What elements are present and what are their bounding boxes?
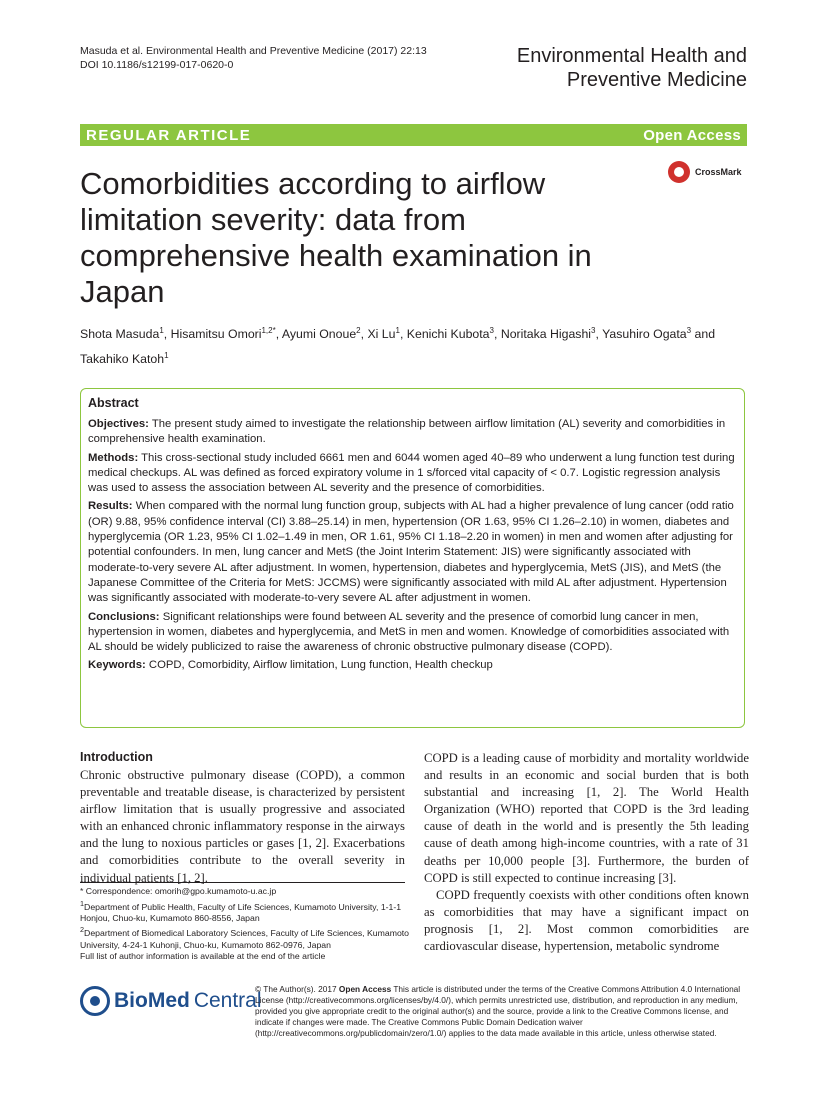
license-text: © The Author(s). 2017 Open Access This article is distributed under the terms of the Creative Commons Attribution 4.0 International License (http://creativecommons.org/licenses/by/4.0/), which permits unrestricted use, distribution, and reproduction in any medium, provided you give appropriate credit to the original author(s) and the source, provide a link to the Creative Commons license, and indicate if changes were made. The Creative Commons Public Domain Dedication waiver (http://creativecommons.org/publicdomain/zero/1.0/) applies to the data made available in this article, unless otherwise stated. xyxy=(255,984,741,1038)
intro-paragraph: COPD is a leading cause of morbidity and mortality worldwide and results in an economic and social burden that is both substantial and increasing [1, 2]. The World Health Organization (WHO) reported that COPD is the 3rd leading cause of death in the world and is presently the 5th leading cause of death among high-income countries, with a rate of 31 deaths per 10,000 people [3]. Furthermore, the burden of COPD is still expected to continue increasing [3]. xyxy=(424,751,749,885)
abstract-box xyxy=(80,388,745,728)
article-type-band xyxy=(80,124,747,146)
crossmark-label: CrossMark xyxy=(695,167,742,177)
intro-paragraph-left: Chronic obstructive pulmonary disease (COPD), a common preventable and treatable disease, is characterized by persistent airflow limitation that is usually progressive and associated with an enhanced chronic inflammatory response in the airways and the lung to noxious particles or gases [1, 2]. Exacerbations and comorbidities contribute to the overall severity in individual patients [1, 2]. xyxy=(80,768,405,885)
affiliation-1: $^1$Department of Public Health, Faculty of Life Sciences, Kumamoto University, 1-1-1 Honjou, Chuo-ku, Kumamoto 860-8556, Japan xyxy=(80,898,402,923)
abstract-keywords: Keywords: COPD, Comorbidity, Airflow limitation, Lung function, Health checkup xyxy=(88,659,493,672)
intro-paragraph: COPD frequently coexists with other conditions often known as comorbidities that may have a significant impact on prognosis [1, 2]. Most common comorbidities are cardiovascular disease, hypertension, metabolic syndrome xyxy=(424,887,749,954)
footnote-divider xyxy=(80,882,405,883)
author[interactable]: Yasuhiro Ogata$^3$ xyxy=(602,326,692,342)
journal-name xyxy=(517,44,747,92)
article-type: REGULAR ARTICLE xyxy=(86,126,252,144)
article-title: Comorbidities according to airflow limitation severity: data from comprehensive health examination in Japan xyxy=(80,166,592,309)
introduction-heading: Introduction xyxy=(80,750,153,764)
crossmark-button[interactable] xyxy=(668,160,758,184)
author[interactable]: Hisamitsu Omori$^{1,2*}$ xyxy=(170,326,276,342)
biomed-central-icon xyxy=(80,986,110,1016)
open-access-badge: Open Access xyxy=(643,126,741,144)
abstract-conclusions: Conclusions: Significant relationships were found between AL severity and the presence of comorbid lung cancer in men, hypertension in women, diabetes and hyperglycemia, and MetS in men and women. Knowledge of comorbidities associated with AL should be widely publicized to raise the awareness of chronic obstructive pulmonary disease (COPD). xyxy=(88,610,730,654)
author[interactable]: Noritaka Higashi$^3$ xyxy=(500,326,596,342)
intro-column-right xyxy=(424,750,749,955)
abstract-heading: Abstract xyxy=(88,396,139,410)
author[interactable]: Xi Lu$^1$ xyxy=(367,326,400,342)
doi-line: DOI 10.1186/s12199-017-0620-0 xyxy=(80,59,234,71)
correspondence-email[interactable]: * Correspondence: omorih@gpo.kumamoto-u.ac.jp xyxy=(80,886,277,896)
affiliation-2: $^2$Department of Biomedical Laboratory Sciences, Faculty of Life Sciences, Kumamoto University, 4-24-1 Kuhonji, Chuo-ku, Kumamoto 862-0976, Japan xyxy=(80,925,410,950)
publisher-name-central: Central xyxy=(193,989,262,1012)
author[interactable]: Kenichi Kubota$^3$ xyxy=(406,326,494,342)
author[interactable]: Shota Masuda$^1$ xyxy=(80,326,164,342)
journal-name-line1: Environmental Health and xyxy=(516,45,747,67)
crossmark-icon xyxy=(668,161,690,183)
author[interactable]: Takahiko Katoh$^1$ xyxy=(80,351,169,367)
biomed-central-logo xyxy=(80,986,262,1016)
footnotes xyxy=(80,886,410,963)
citation-line: Masuda et al. Environmental Health and Preventive Medicine (2017) 22:13 xyxy=(80,45,427,57)
author[interactable]: Ayumi Onoue$^2$ xyxy=(281,326,361,342)
citation xyxy=(80,44,427,72)
abstract-results: Results: When compared with the normal lung function group, subjects with AL had a higher prevalence of lung cancer (odd ratio (OR) 9.88, 95% confidence interval (CI) 3.88–25.14) in men, hypertension (OR 1.63, 95% CI 1.26–2.10) in women, diabetes and hyperglycemia (OR 1.23, 95% CI 1.02–1.49 in men, OR 1.61, 95% CI 1.18–2.20 in women) in men and women after adjusting for potential confounders. In men, lung cancer and MetS (the Joint Interim Statement: JIS) were significantly associated with moderate-to-very severe AL after adjustment. In women, hypertension, diabetes and hyperglycemia, MetS (JIS), and MetS (the Japanese Committee of the Criteria for MetS: JCCMS) were significantly associated with mild AL after adjustment. Hypertension was significantly associated with moderate-to-very severe AL after adjustment in women. xyxy=(88,500,734,605)
author-list: Shota Masuda$^1$, Hisamitsu Omori$^{1,2*}$, Ayumi Onoue$^2$, Xi Lu$^1$, Kenichi Kubota$^3$, Noritaka Higashi$^3$, Yasuhiro Ogata$^3$ and Takahiko Katoh$^1$ xyxy=(80,326,716,367)
publisher-name-bio: BioMed xyxy=(114,989,190,1012)
journal-name-line2: Preventive Medicine xyxy=(566,69,747,91)
author-info-note: Full list of author information is available at the end of the article xyxy=(80,951,326,962)
abstract-methods: Methods: This cross-sectional study included 6661 men and 6044 women aged 40–89 who underwent a lung function test during medical checkups. AL was defined as forced expiratory volume in 1 s/forced vital capacity of < 0.7. Logistic regression analysis was used to assess the association between AL severity and the presence of comorbidities. xyxy=(88,451,735,495)
abstract-objectives: Objectives: The present study aimed to investigate the relationship between airflow limitation (AL) severity and comorbidities in comprehensive health examination. xyxy=(88,418,726,446)
